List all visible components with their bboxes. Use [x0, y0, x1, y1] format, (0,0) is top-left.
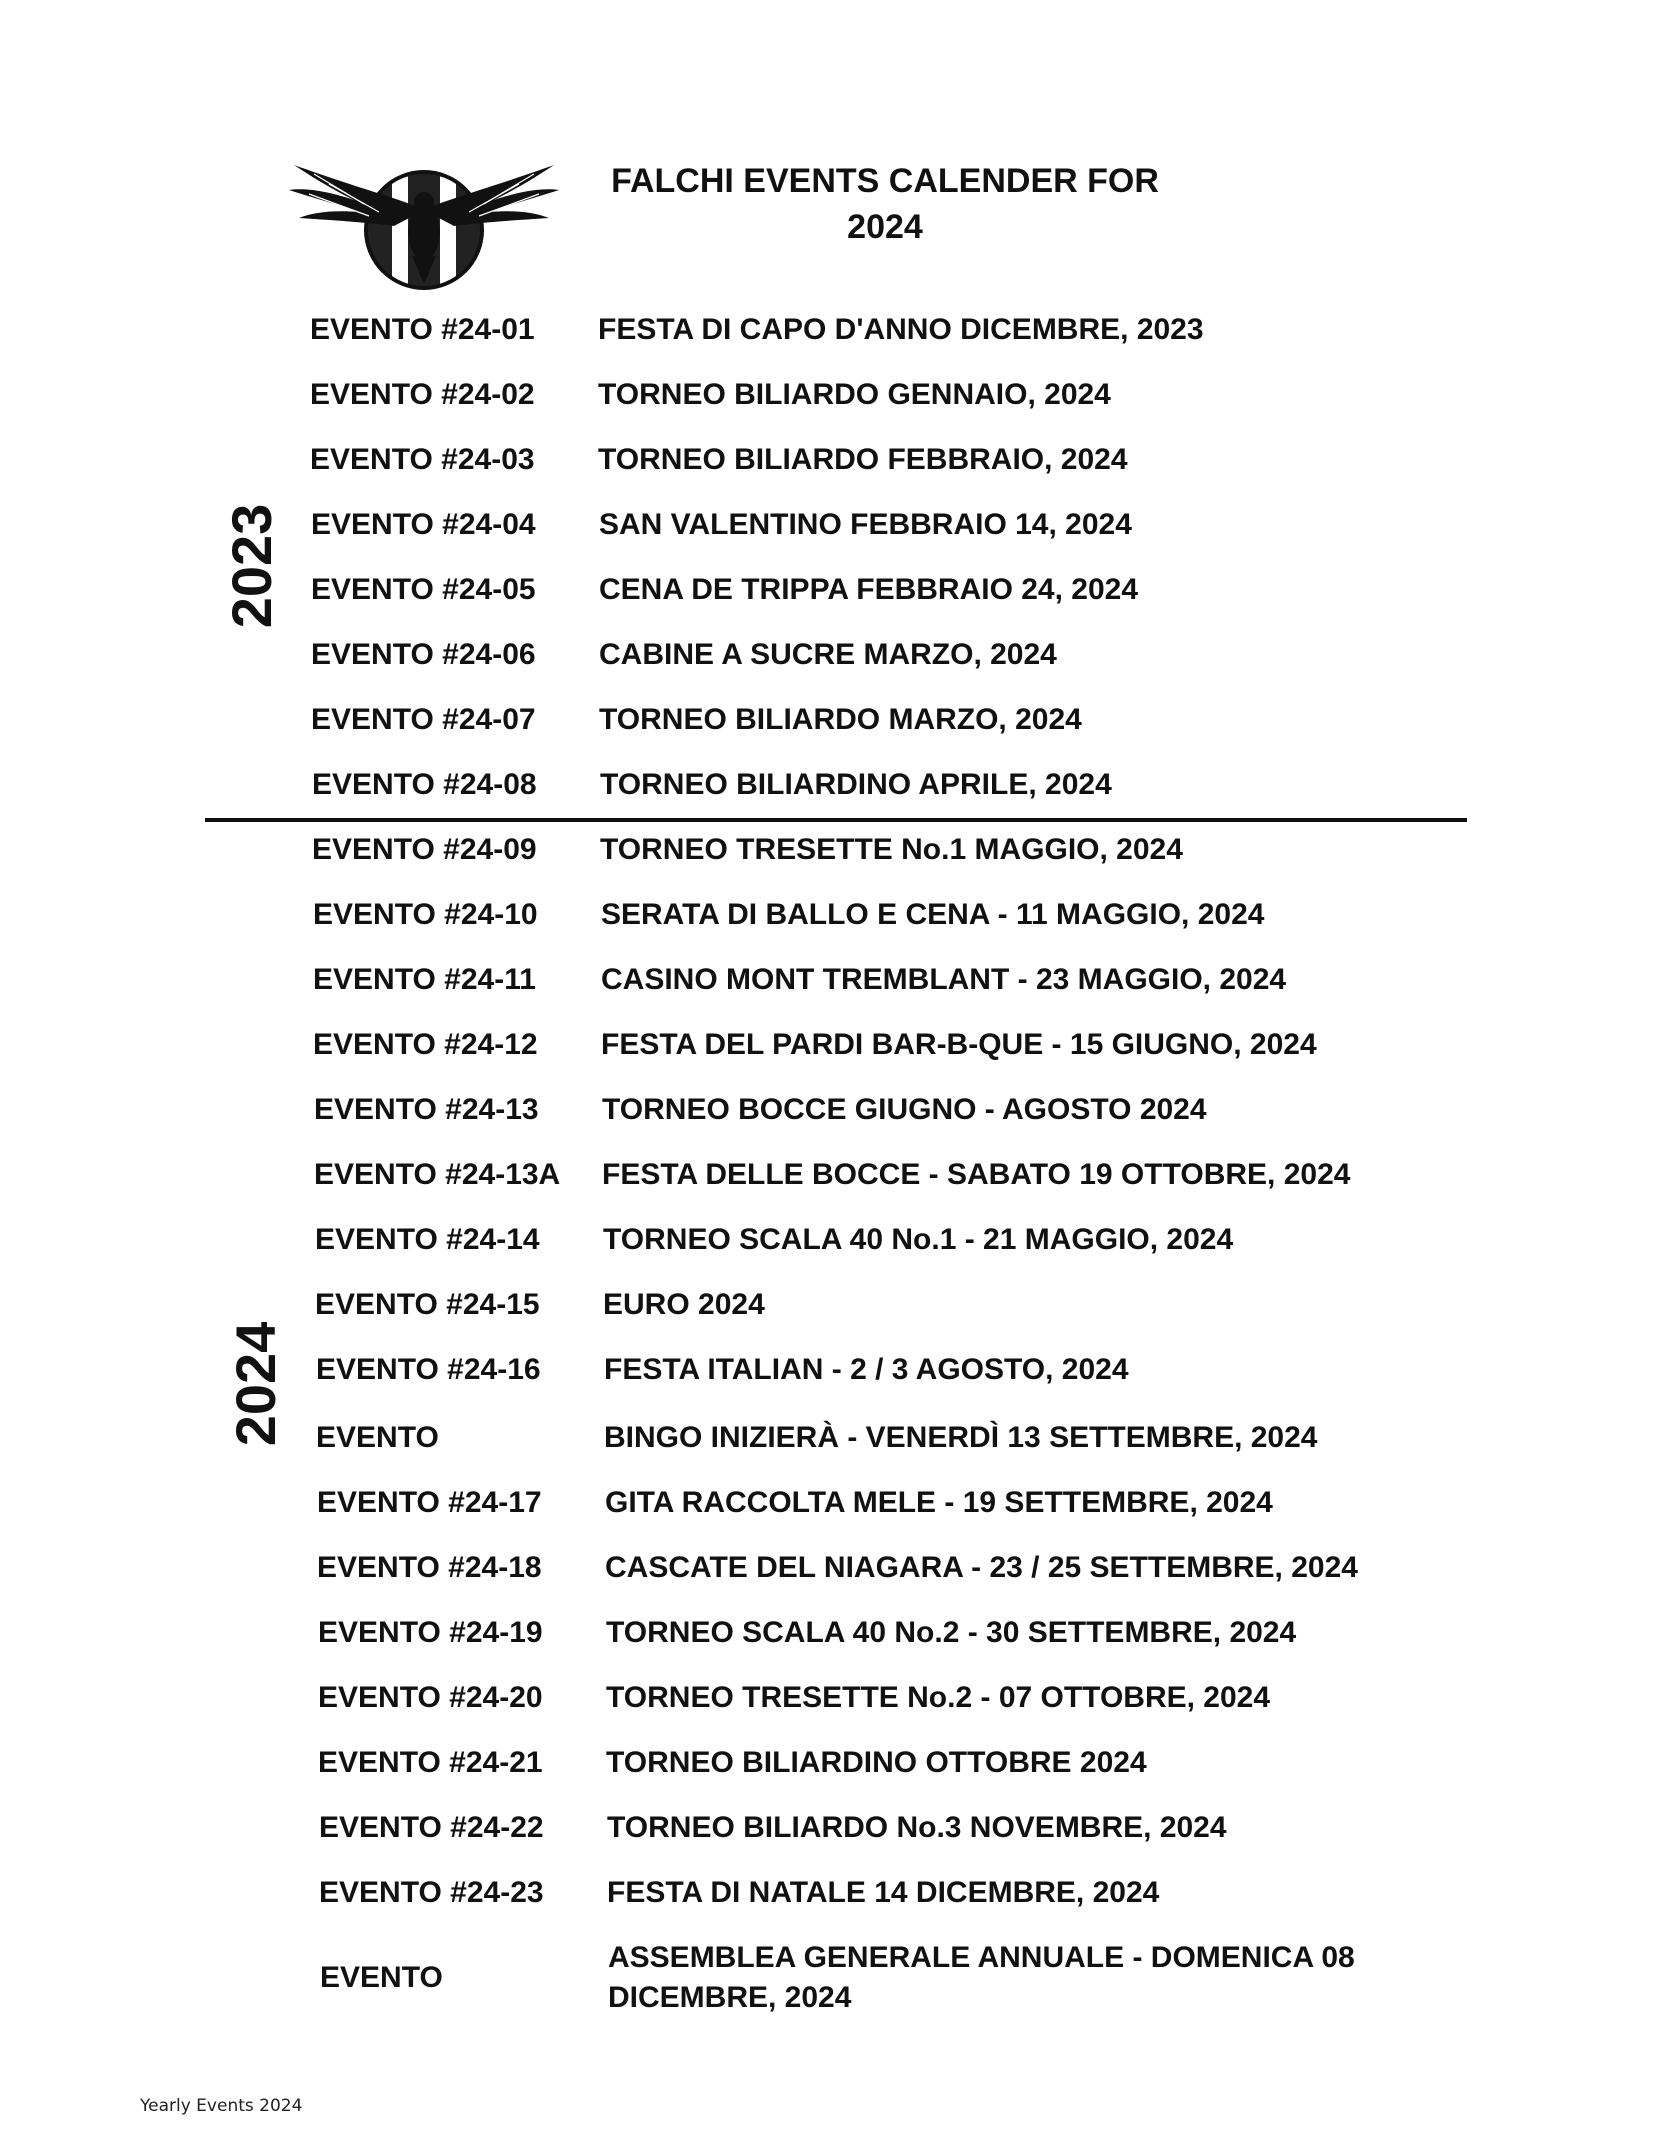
- year-label-2024: 2024: [224, 1321, 287, 1447]
- event-description: FESTA ITALIAN - 2 / 3 AGOSTO, 2024: [604, 1353, 1129, 1386]
- event-description: SERATA DI BALLO E CENA - 11 MAGGIO, 2024: [601, 898, 1265, 931]
- event-code: EVENTO #24-11: [313, 963, 536, 996]
- event-code: EVENTO #24-10: [313, 898, 538, 931]
- page-footer: Yearly Events 2024: [140, 2096, 303, 2116]
- event-description: FESTA DI NATALE 14 DICEMBRE, 2024: [607, 1876, 1160, 1909]
- event-code: EVENTO: [320, 1961, 443, 1994]
- event-description: TORNEO SCALA 40 No.1 - 21 MAGGIO, 2024: [603, 1223, 1234, 1256]
- event-code: EVENTO #24-20: [318, 1681, 543, 1714]
- event-code: EVENTO #24-03: [310, 443, 535, 476]
- event-code: EVENTO #24-23: [319, 1876, 544, 1909]
- event-code: EVENTO #24-16: [316, 1353, 541, 1386]
- title-line-2: 2024: [847, 208, 923, 246]
- event-code: EVENTO #24-08: [312, 768, 537, 801]
- event-code: EVENTO #24-18: [317, 1551, 542, 1584]
- event-code: EVENTO #24-21: [318, 1746, 543, 1779]
- event-code: EVENTO #24-12: [313, 1028, 538, 1061]
- event-description: TORNEO BILIARDINO APRILE, 2024: [600, 768, 1112, 801]
- event-code: EVENTO #24-04: [311, 508, 536, 541]
- event-code: EVENTO #24-13: [314, 1093, 539, 1126]
- event-description: TORNEO BILIARDO No.3 NOVEMBRE, 2024: [607, 1811, 1227, 1844]
- event-description: CASCATE DEL NIAGARA - 23 / 25 SETTEMBRE, 2024: [605, 1551, 1358, 1584]
- title-line-1: FALCHI EVENTS CALENDER FOR: [611, 162, 1159, 200]
- event-code: EVENTO #24-05: [311, 573, 536, 606]
- year-label-2023: 2023: [220, 503, 283, 629]
- event-code: EVENTO #24-22: [319, 1811, 544, 1844]
- event-description: CENA DE TRIPPA FEBBRAIO 24, 2024: [599, 573, 1139, 606]
- event-code: EVENTO: [316, 1421, 439, 1454]
- event-description: FESTA DEL PARDI BAR-B-QUE - 15 GIUGNO, 2024: [601, 1028, 1317, 1061]
- event-description: GITA RACCOLTA MELE - 19 SETTEMBRE, 2024: [605, 1486, 1273, 1519]
- event-description: SAN VALENTINO FEBBRAIO 14, 2024: [599, 508, 1132, 541]
- event-description: FESTA DI CAPO D'ANNO DICEMBRE, 2023: [598, 313, 1204, 346]
- event-code: EVENTO #24-07: [311, 703, 536, 736]
- event-description: ASSEMBLEA GENERALE ANNUALE - DOMENICA 08 DICEMBRE, 2024: [608, 1941, 1355, 2014]
- section-divider: [205, 818, 1467, 822]
- event-description: TORNEO TRESETTE No.1 MAGGIO, 2024: [600, 833, 1183, 866]
- event-code: EVENTO #24-02: [310, 378, 535, 411]
- event-description: TORNEO BILIARDO GENNAIO, 2024: [598, 378, 1111, 411]
- event-code: EVENTO #24-15: [315, 1288, 540, 1321]
- falcon-emblem-icon: [284, 160, 564, 290]
- event-code: EVENTO #24-19: [318, 1616, 543, 1649]
- event-code: EVENTO #24-14: [315, 1223, 540, 1256]
- event-description: TORNEO BILIARDO MARZO, 2024: [599, 703, 1082, 736]
- event-description: BINGO INIZIERÀ - VENERDÌ 13 SETTEMBRE, 2024: [604, 1421, 1318, 1454]
- page-title: [560, 158, 1210, 250]
- event-description: TORNEO BOCCE GIUGNO - AGOSTO 2024: [602, 1093, 1207, 1126]
- event-code: EVENTO #24-06: [311, 638, 536, 671]
- event-description: TORNEO BILIARDO FEBBRAIO, 2024: [598, 443, 1128, 476]
- event-description: FESTA DELLE BOCCE - SABATO 19 OTTOBRE, 2024: [602, 1158, 1351, 1191]
- event-description: TORNEO BILIARDINO OTTOBRE 2024: [606, 1746, 1147, 1779]
- event-code: EVENTO #24-13A: [314, 1158, 561, 1191]
- event-code: EVENTO #24-09: [312, 833, 537, 866]
- event-description: CABINE A SUCRE MARZO, 2024: [599, 638, 1057, 671]
- event-description: TORNEO SCALA 40 No.2 - 30 SETTEMBRE, 2024: [606, 1616, 1297, 1649]
- event-code: EVENTO #24-17: [317, 1486, 542, 1519]
- event-description: TORNEO TRESETTE No.2 - 07 OTTOBRE, 2024: [606, 1681, 1271, 1714]
- event-code: EVENTO #24-01: [310, 313, 535, 346]
- event-description: CASINO MONT TREMBLANT - 23 MAGGIO, 2024: [601, 963, 1287, 996]
- event-description: EURO 2024: [603, 1288, 765, 1321]
